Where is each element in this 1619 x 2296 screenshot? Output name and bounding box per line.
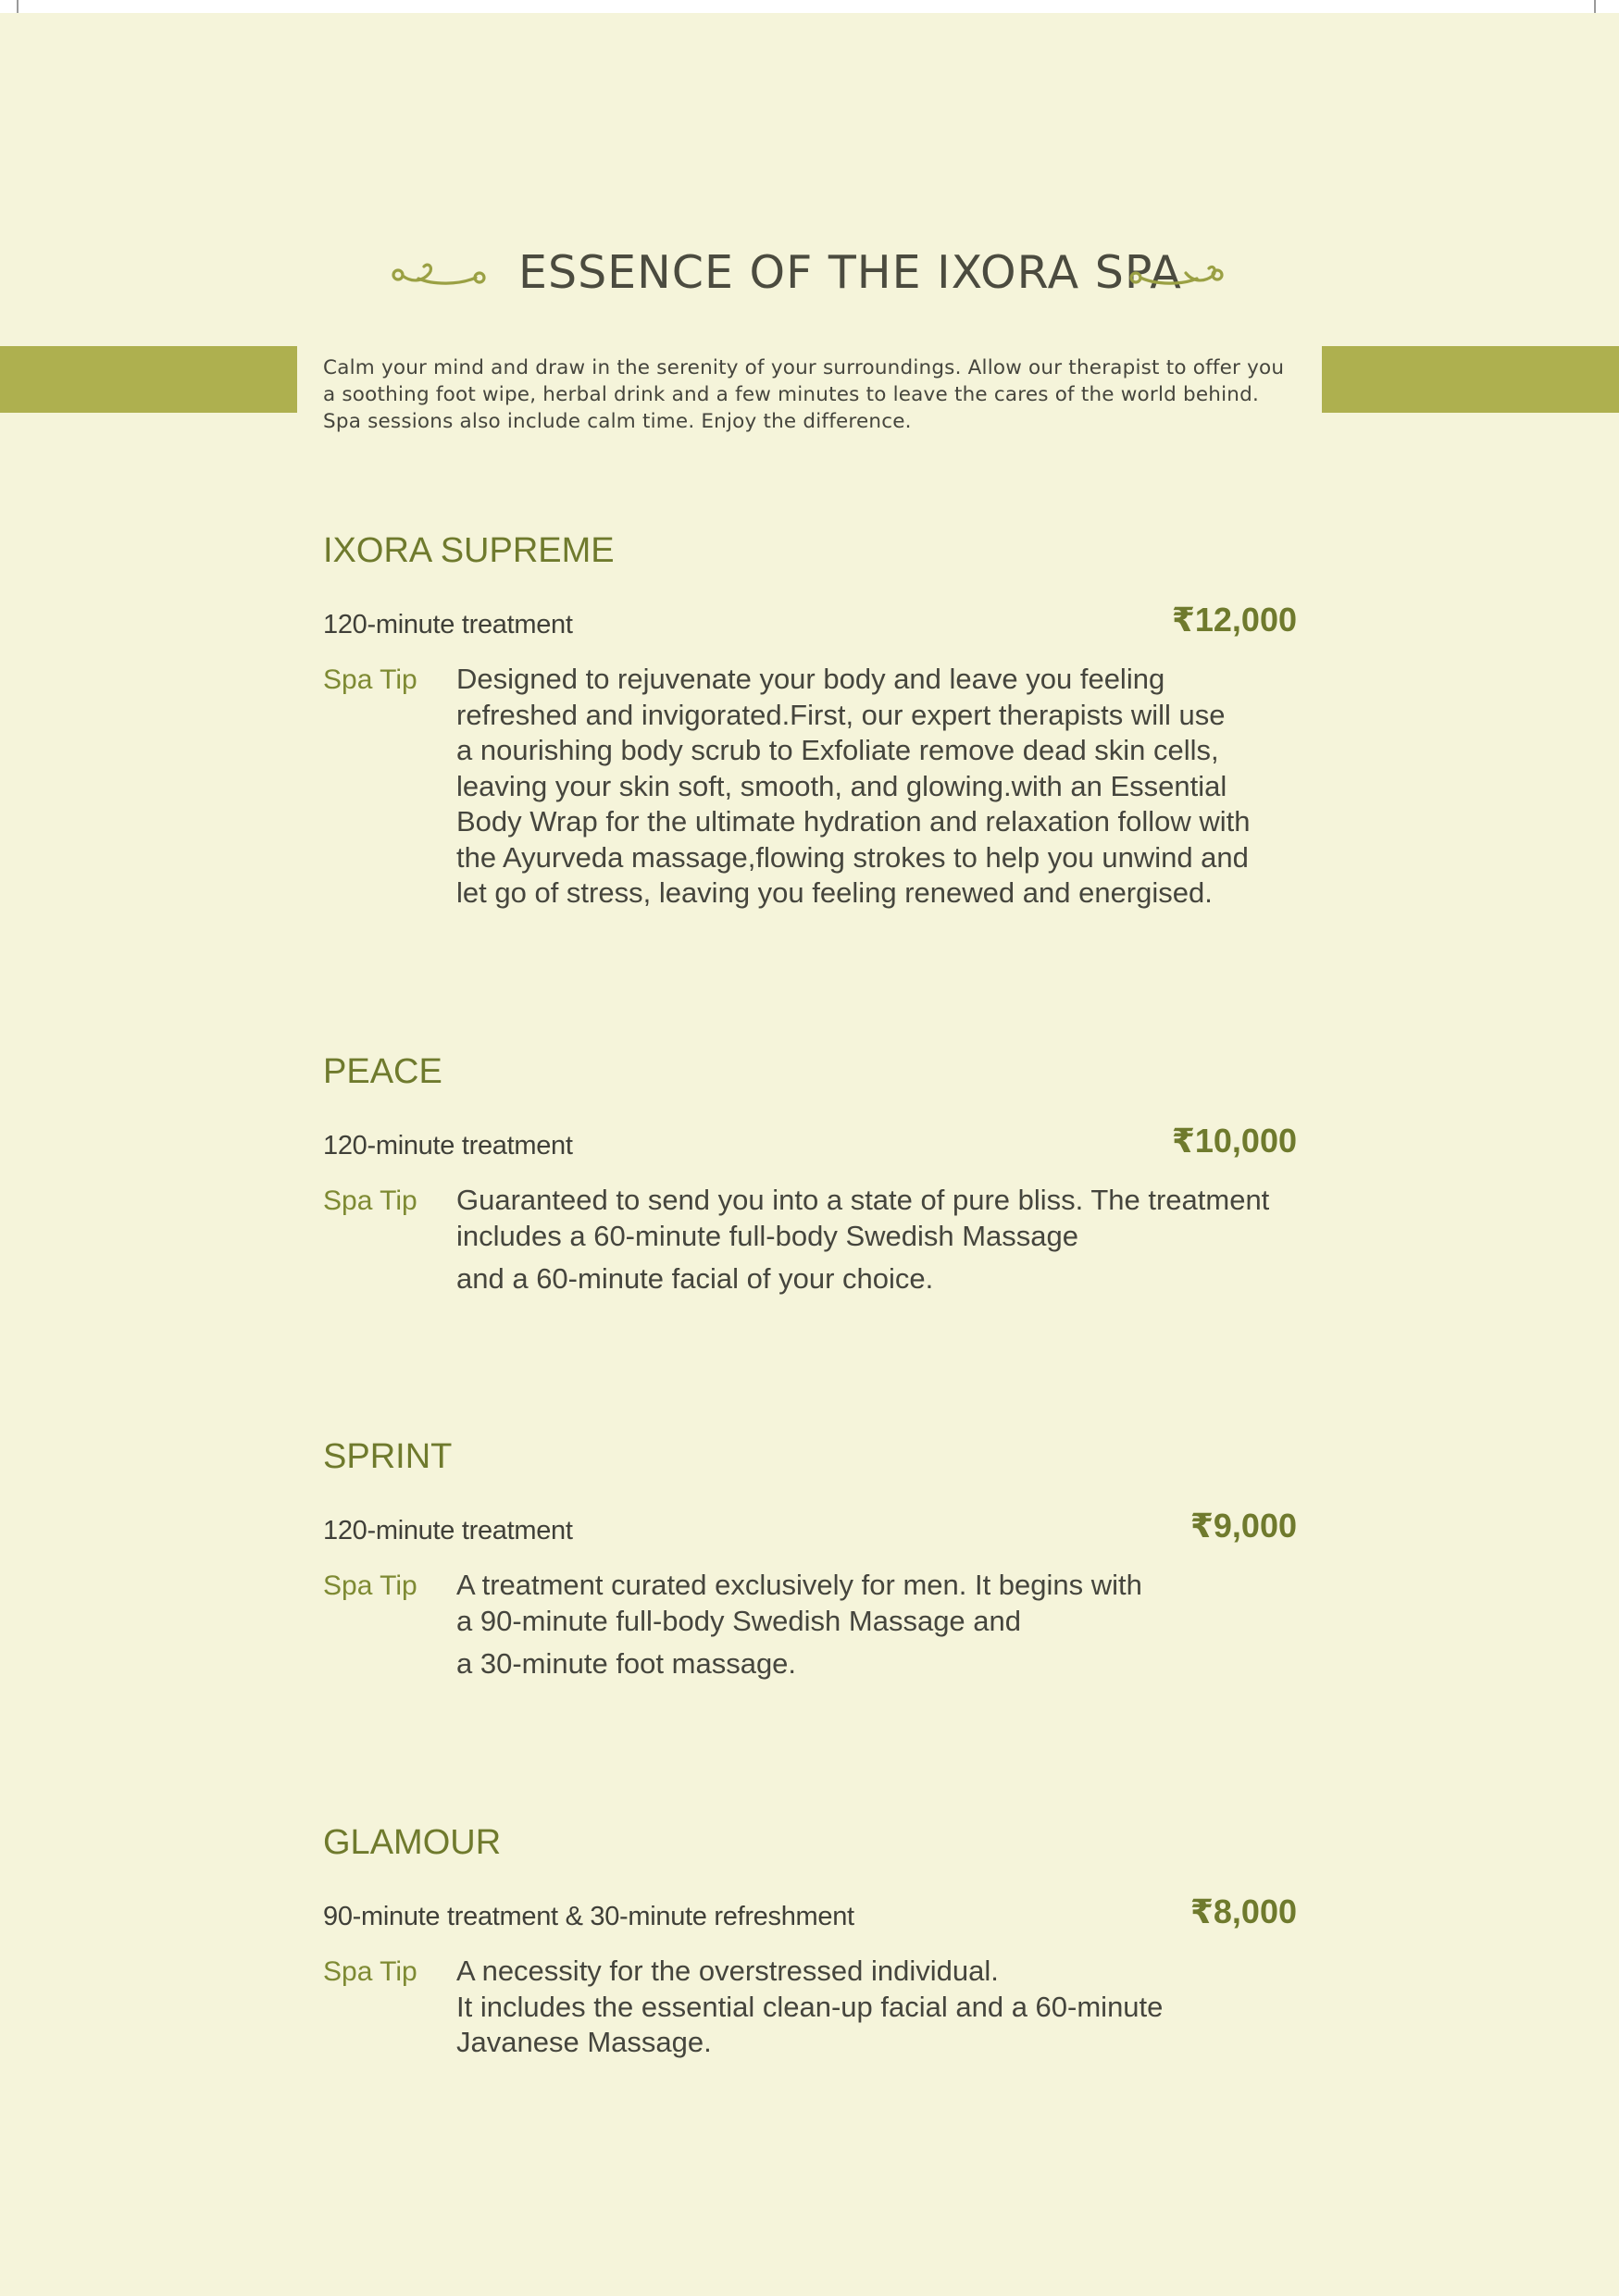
treatment-duration: 90-minute treatment & 30-minute refreshment [323, 1902, 854, 1931]
treatment-duration: 120-minute treatment [323, 610, 573, 639]
flourish-left-icon [387, 242, 491, 306]
treatment-meta [323, 1893, 1297, 1937]
intro-paragraph [323, 354, 1297, 435]
treatment-price: ₹12,000 [1171, 601, 1297, 639]
spa-tip-line: Javanese Massage. [456, 2026, 712, 2058]
intro-line: Spa sessions also include calm time. Enjoy the difference. [323, 410, 912, 433]
spa-tip-label: Spa Tip [323, 1570, 417, 1601]
spa-tip [323, 1183, 1297, 1297]
treatment-meta [323, 1122, 1297, 1166]
treatment-name: GLAMOUR [323, 1823, 502, 1862]
treatment-duration: 120-minute treatment [323, 1131, 573, 1160]
treatment-name: SPRINT [323, 1437, 453, 1476]
spa-tip-label: Spa Tip [323, 1956, 417, 1987]
spa-tip-line: a nourishing body scrub to Exfoliate remove dead skin cells, [456, 734, 1219, 766]
treatment-duration: 120-minute treatment [323, 1516, 573, 1545]
spa-tip [323, 1954, 1297, 2061]
spa-tip-line: Designed to rejuvenate your body and leave you feeling [456, 663, 1165, 695]
accent-band-left [0, 346, 297, 413]
spa-tip-text [456, 1954, 1297, 2061]
spa-tip-line: leaving your skin soft, smooth, and glowing.with an Essential [456, 769, 1227, 802]
intro-line: Calm your mind and draw in the serenity of your surroundings. Allow our therapist to offer you [323, 356, 1285, 379]
treatment-glamour [323, 1822, 1297, 2061]
spa-tip-line: a 90-minute full-body Swedish Massage and [456, 1604, 1022, 1637]
spa-tip-line: a 30-minute foot massage. [456, 1647, 797, 1680]
spa-tip [323, 662, 1297, 912]
spa-tip-line: the Ayurveda massage,flowing strokes to help you unwind and [456, 840, 1249, 874]
spa-tip-line: Body Wrap for the ultimate hydration and relaxation follow with [456, 805, 1251, 838]
intro-line: a soothing foot wipe, herbal drink and a few minutes to leave the cares of the world behind. [323, 383, 1259, 406]
treatment-price: ₹8,000 [1189, 1893, 1297, 1930]
spa-tip-label: Spa Tip [323, 664, 417, 695]
treatment-price: ₹9,000 [1189, 1507, 1297, 1545]
spa-tip-text [456, 1183, 1297, 1297]
flourish-right-icon [1125, 242, 1228, 306]
spa-tip-label: Spa Tip [323, 1185, 417, 1216]
spa-tip-text [456, 1568, 1297, 1682]
spa-tip-text [456, 662, 1297, 912]
spa-tip-line: It includes the essential clean-up facial and a 60-minute [456, 1990, 1164, 2023]
accent-band-right [1322, 346, 1619, 413]
treatment-sprint [323, 1436, 1297, 1682]
treatment-meta [323, 1507, 1297, 1551]
treatment-ixora-supreme [323, 530, 1297, 912]
spa-tip-line: A necessity for the overstressed individual. [456, 1955, 999, 1987]
treatment-peace [323, 1051, 1297, 1297]
page-title: ESSENCE OF THE IXORA SPA [518, 246, 1182, 299]
spa-tip [323, 1568, 1297, 1682]
spa-tip-line: A treatment curated exclusively for men. It begins with [456, 1569, 1142, 1601]
spa-tip-line: Guaranteed to send you into a state of pure bliss. The treatment [456, 1184, 1270, 1216]
treatment-price: ₹10,000 [1171, 1122, 1297, 1160]
spa-tip-line: refreshed and invigorated.First, our expert therapists will use [456, 698, 1226, 731]
treatment-name: IXORA SUPREME [323, 531, 615, 570]
spa-tip-line: and a 60-minute facial of your choice. [456, 1262, 934, 1295]
page-header [0, 236, 1619, 310]
treatment-name: PEACE [323, 1052, 442, 1091]
spa-tip-line: let go of stress, leaving you feeling renewed and energised. [456, 876, 1213, 909]
treatment-meta [323, 601, 1297, 645]
spa-tip-line: includes a 60-minute full-body Swedish Massage [456, 1219, 1079, 1252]
